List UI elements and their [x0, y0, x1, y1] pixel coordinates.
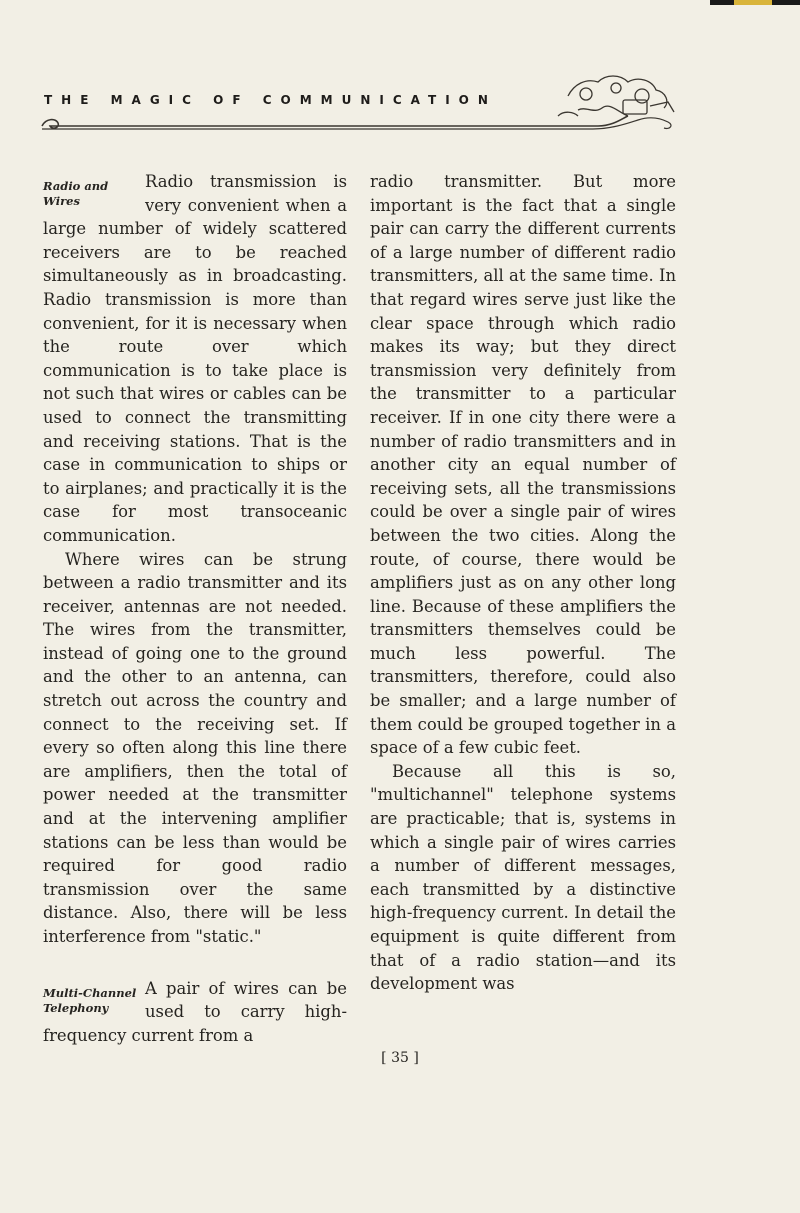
- page-edge-tab: [710, 0, 800, 5]
- paragraph: Where wires can be strung between a radio transmitter and its receiver, antennas are not needed. The wires from the transmitter, instead of going one to the ground and the other to an antenna, can stretch out across the country and connect to the receiving set. If every so often along this line there are amplifiers, then the total of power needed at the transmitter and at the intervening amplifier stations can be less than would be required for good radio transmission over the same distance. Also, there will be less interference from "static.": [43, 549, 347, 946]
- section-gap: [43, 949, 347, 977]
- sidehead-line: Radio and: [43, 179, 109, 193]
- scroll-ornament-rule: [38, 66, 688, 136]
- paragraph: radio transmitter. But more important is the fact that a single pair can carry the different currents of a large number of different radio transmitters, all at the same time. In that regard wires serve just like the clear space through which radio makes its way; but they direct transmission very definitely from the transmitter to a particular receiver. If in one city there were a number of radio transmitters and in another city an equal number of receiving sets, all the transmissions could be over a single pair of wires between the two cities. Along the route, of course, there would be amplifiers just as on any other long line. Because of these amplifiers the transmitters themselves could be much less powerful. The transmitters, therefore, could also be smaller; and a large number of them could be grouped together in a space of a few cubic feet.: [370, 172, 676, 758]
- paragraph: Radio transmission is very convenient when a large number of widely scattered receivers are to be reached simultaneously as in broadcasting. Radio transmission is more than convenient, for it is necessary when the route over which communication is to take place is not such that wires or cables can be used to connect the transmitting and receiving stations. That is the case in communication to ships or to airplanes; and practically it is the case for most transoceanic communication.: [43, 172, 347, 545]
- right-column: [370, 170, 676, 996]
- sidehead-multi-channel-telephony: [43, 977, 143, 1016]
- sidehead-line: Telephony: [43, 1000, 109, 1015]
- ornament-cluster-icon: [558, 76, 674, 116]
- sidehead-line: Multi-Channel: [43, 985, 137, 1000]
- left-column: [43, 170, 347, 1047]
- paragraph: A pair of wires can be used to carry high-frequency current from a: [43, 978, 347, 1045]
- running-header: THE MAGIC OF COMMUNICATION: [44, 93, 497, 107]
- sidehead-line: Wires: [43, 194, 80, 208]
- page-number: [ 35 ]: [381, 1050, 419, 1066]
- paragraph: Because all this is so, "multichannel" telephone systems are practicable; that is, systems in which a single pair of wires carries a number of different messages, each transmitted by a distinctive high-frequency current. In detail the equipment is quite different from that of a radio station—and its development was: [370, 761, 676, 994]
- sidehead-radio-and-wires: [43, 170, 143, 209]
